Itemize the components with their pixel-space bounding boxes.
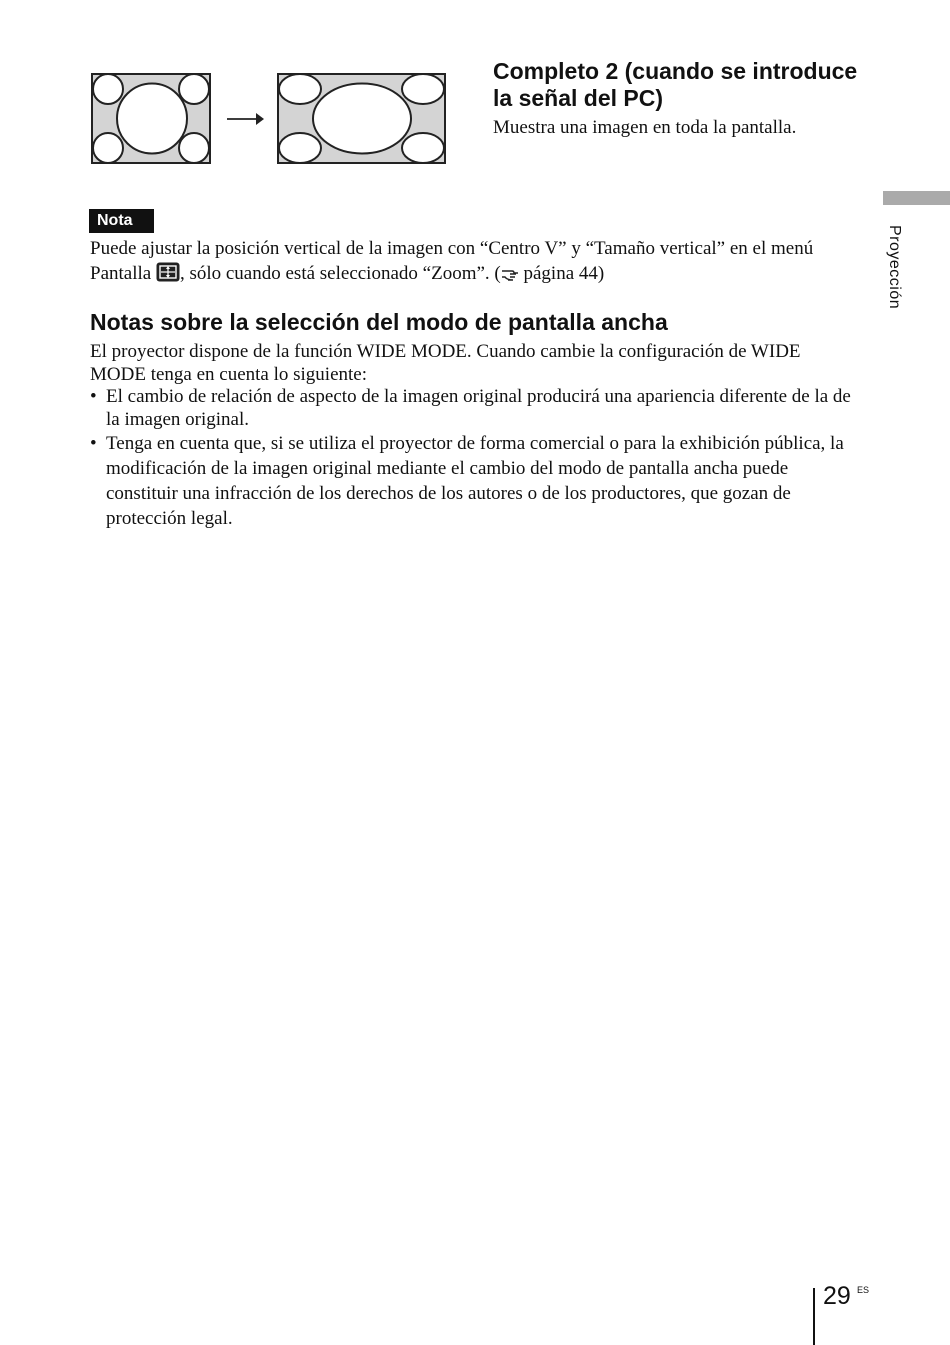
nota-text-part1: Puede ajustar la posición vertical de la imagen con “Centro V” y “Tamaño vertical” en el menú Pantalla — [90, 238, 814, 284]
bullet-text: Tenga en cuenta que, si se utiliza el proyector de forma comercial o para la exhibición pública, la modificación de la imagen original mediante el cambio del modo de pantalla ancha puede constituir una infracción de los derechos de los autores o de los productores, que gozan de protección legal. — [106, 433, 844, 529]
page-number: 29 — [823, 1282, 851, 1310]
list-item — [90, 431, 860, 531]
arrow-right-icon — [227, 113, 264, 125]
page-reference-hand-icon — [501, 266, 519, 282]
notes-bullet-list — [90, 385, 860, 531]
side-tab-label: Proyección — [886, 225, 903, 310]
section-description: Muestra una imagen en toda la pantalla. — [493, 117, 797, 138]
side-tab-bar — [883, 191, 950, 205]
bullet-text: El cambio de relación de aspecto de la imagen original producirá una apariencia diferente de la de la imagen original. — [106, 386, 851, 430]
screen-menu-icon — [156, 262, 180, 282]
page-language-code: ES — [857, 1285, 870, 1295]
notes-heading: Notas sobre la selección del modo de pantalla ancha — [90, 309, 668, 335]
bullet-marker: • — [90, 433, 97, 454]
nota-text-part2: , sólo cuando está seleccionado “Zoom”. ( — [179, 263, 501, 284]
nota-text — [90, 236, 860, 286]
section-title: Completo 2 (cuando se introduce la señal del PC) — [493, 58, 858, 111]
notes-intro: El proyector dispone de la función WIDE MODE. Cuando cambie la configuración de WIDE MODE tenga en cuenta lo siguiente: — [90, 341, 801, 385]
list-item — [90, 385, 860, 431]
nota-page-reference: página 44) — [518, 263, 605, 284]
page-number-rule — [813, 1288, 815, 1345]
wide-mode-illustration — [90, 72, 448, 166]
original-screen-diagram — [92, 74, 210, 163]
nota-badge: Nota — [89, 209, 154, 233]
bullet-marker: • — [90, 386, 97, 407]
widened-screen-diagram — [278, 74, 445, 163]
